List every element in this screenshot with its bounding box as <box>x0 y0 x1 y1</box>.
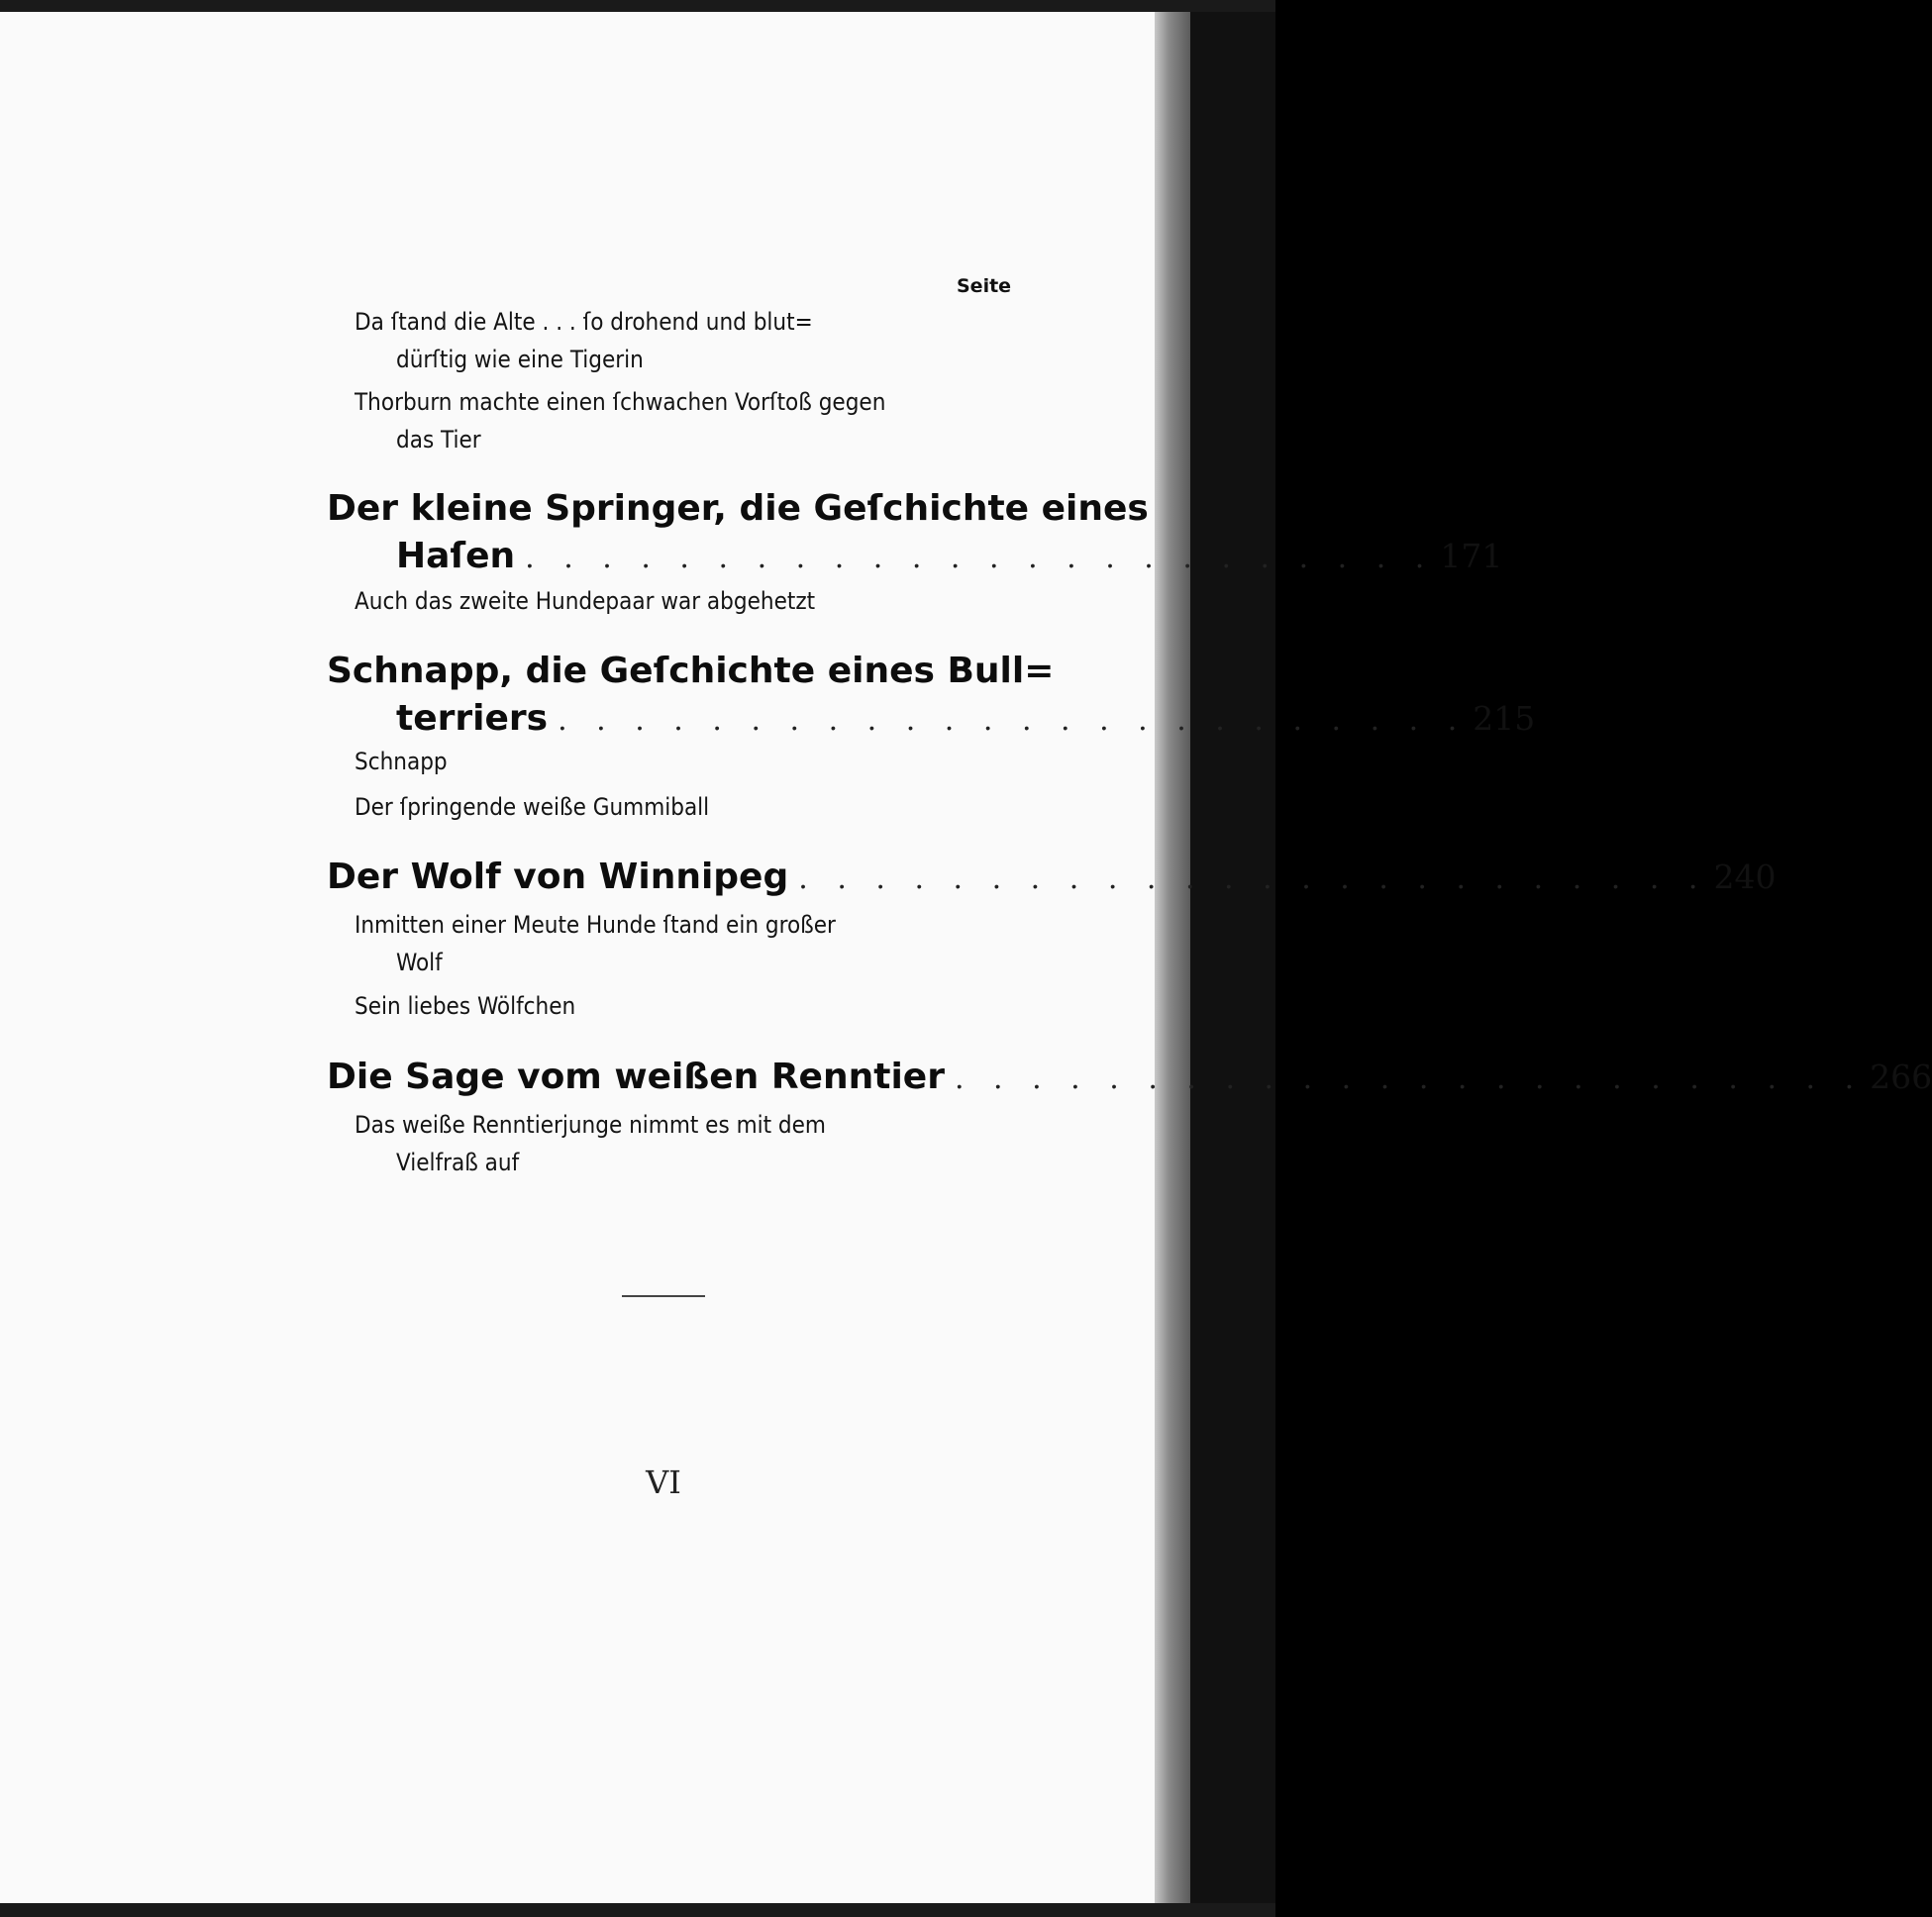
toc-chapter-entry <box>327 1054 1932 1103</box>
toc-entry-line: Vielfraß auf <box>396 1149 520 1176</box>
toc-chapter-entry <box>327 648 1536 745</box>
book-spine-shadow <box>1155 12 1190 1903</box>
page-number: 266 <box>1870 1058 1932 1096</box>
toc-entry-line: Sein liebes Wölfchen <box>355 992 576 1020</box>
toc-entry-line: dürſtig wie eine Tigerin <box>396 346 644 373</box>
leader-dots: . . . . . . . . . . . . . . . . . . . . . . . . <box>798 861 1708 896</box>
toc-entry-line: Schnapp <box>355 748 448 775</box>
page-folio: VI <box>646 1463 681 1501</box>
toc-entry-line: Das weiße Renntierjunge nimmt es mit dem <box>355 1111 826 1139</box>
leader-dots: . . . . . . . . . . . . . . . . . . . . . . . . <box>525 541 1435 575</box>
toc-entry-line: Der ſpringende weiße Gummiball <box>355 793 710 821</box>
chapter-title-continuation: terriers <box>396 698 549 739</box>
page-number: 215 <box>1473 699 1536 738</box>
page-number: 171 <box>1440 537 1503 575</box>
toc-entry-line: Thorburn machte einen ſchwachen Vorſtoß gegen <box>355 388 886 416</box>
toc-illustration-entry <box>355 582 927 620</box>
page-column-header: Seite <box>957 275 1012 297</box>
toc-illustration-entry <box>355 303 927 378</box>
toc-chapter-entry <box>327 854 1777 903</box>
toc-entry-line: Inmitten einer Meute Hunde ſtand ein großer <box>355 911 836 939</box>
toc-illustration-entry <box>355 788 927 826</box>
chapter-title: Schnapp, die Geſchichte eines Bull= <box>327 651 1055 691</box>
leader-dots: . . . . . . . . . . . . . . . . . . . . . . . . <box>954 1061 1865 1096</box>
toc-entry-line: Da ſtand die Alte . . . ſo drohend und blut= <box>355 308 813 336</box>
toc-entry-line: das Tier <box>396 426 481 454</box>
toc-illustration-entry <box>355 383 927 458</box>
chapter-title: Der Wolf von Winnipeg <box>327 857 789 897</box>
section-rule <box>622 1295 705 1297</box>
toc-illustration-entry <box>355 743 927 780</box>
toc-entry-line: Wolf <box>396 949 443 976</box>
toc-chapter-entry <box>327 485 1503 582</box>
page-number: 240 <box>1713 858 1777 896</box>
toc-entry-line: Auch das zweite Hundepaar war abgehetzt <box>355 587 816 615</box>
scan-border-bottom <box>0 1903 1275 1917</box>
toc-illustration-entry <box>355 906 927 981</box>
toc-illustration-entry <box>355 1106 927 1181</box>
scan-border-right <box>1190 12 1275 1903</box>
chapter-title: Die Sage vom weißen Renntier <box>327 1057 945 1097</box>
chapter-title: Der kleine Springer, die Geſchichte eines <box>327 488 1149 529</box>
toc-illustration-entry <box>355 987 927 1025</box>
leader-dots: . . . . . . . . . . . . . . . . . . . . . . . . <box>558 703 1468 738</box>
chapter-title-continuation: Haſen <box>396 536 516 576</box>
